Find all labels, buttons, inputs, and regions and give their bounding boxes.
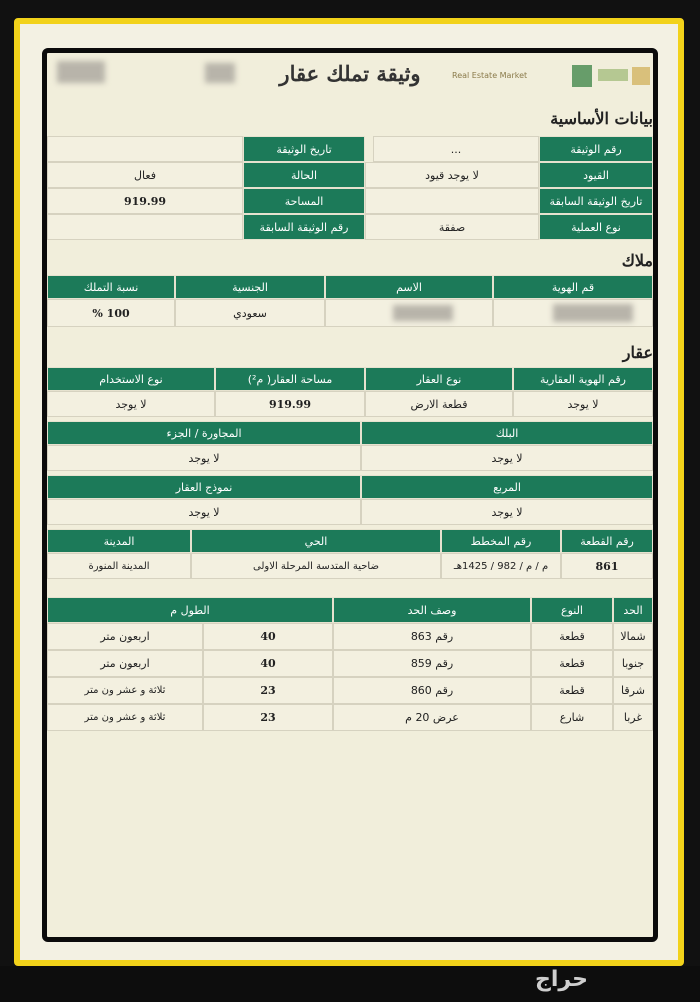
prop-header-block: البلك (361, 421, 653, 445)
section-property-title: عقار (622, 343, 653, 362)
border-type: قطعة (531, 650, 613, 677)
border-type: قطعة (531, 623, 613, 650)
owners-header-share: نسبة التملك (47, 275, 175, 299)
doc-date-value (47, 136, 243, 162)
borders-header-type: النوع (531, 597, 613, 623)
operation-type-label: نوع العملية (539, 214, 653, 240)
borders-header-desc: وصف الحد (333, 597, 531, 623)
restrictions-value: لا يوجد قيود (365, 162, 539, 188)
prop-type-value: قطعة الارض (365, 391, 513, 417)
bottom-strip (0, 966, 700, 1002)
border-length-text: ثلاثة و عشر ون متر (47, 677, 203, 704)
site-watermark: حراج (535, 967, 588, 992)
prop-header-square: المربع (361, 475, 653, 499)
document-page (42, 48, 658, 942)
prop-square-value: لا يوجد (361, 499, 653, 525)
border-length: 40 (203, 623, 333, 650)
borders-header-dir: الحد (613, 597, 653, 623)
prop-header-id: رقم الهوية العقارية (513, 367, 653, 391)
prop-header-neighbor: المجاورة / الجزء (47, 421, 361, 445)
prop-header-model: نموذج العقار (47, 475, 361, 499)
border-dir: غربا (613, 704, 653, 731)
prev-doc-no-label: رقم الوثيقة السابقة (243, 214, 365, 240)
owners-header-nationality: الجنسية (175, 275, 325, 299)
border-dir: جنوبا (613, 650, 653, 677)
doc-no-value: ... (373, 136, 539, 162)
section-basic-title: بيانات الأساسية (550, 109, 653, 128)
border-desc: رقم 863 (333, 623, 531, 650)
prop-header-type: نوع العقار (365, 367, 513, 391)
prop-header-district: الحي (191, 529, 441, 553)
prev-doc-date-label: تاريخ الوثيقة السابقة (539, 188, 653, 214)
border-length-text: اربعون متر (47, 650, 203, 677)
prop-model-value: لا يوجد (47, 499, 361, 525)
prop-plan-value: م / م / 982 / 1425هـ (441, 553, 561, 579)
border-type: قطعة (531, 677, 613, 704)
ministry-logo-icon (572, 63, 652, 89)
owners-header-name: الاسم (325, 275, 493, 299)
prev-doc-date-value (365, 188, 539, 214)
prop-header-usage: نوع الاستخدام (47, 367, 215, 391)
section-owners-title: ملاك (621, 251, 653, 270)
status-value: فعال (47, 162, 243, 188)
prop-id-value: لا يوجد (513, 391, 653, 417)
doc-date-label: تاريخ الوثيقة (243, 136, 365, 162)
prop-neighbor-value: لا يوجد (47, 445, 361, 471)
prop-block-value: لا يوجد (361, 445, 653, 471)
border-desc: رقم 859 (333, 650, 531, 677)
doc-no-label: رقم الوثيقة (539, 136, 653, 162)
area-value: 919.99 (47, 188, 243, 214)
borders-header-length: الطول م (47, 597, 333, 623)
operation-type-value: صفقة (365, 214, 539, 240)
prop-city-value: المدينة المنورة (47, 553, 191, 579)
owners-share-value: 100 % (47, 299, 175, 327)
border-length: 23 (203, 704, 333, 731)
border-desc: رقم 860 (333, 677, 531, 704)
border-length-text: اربعون متر (47, 623, 203, 650)
prop-header-area: مساحة العقار( م²) (215, 367, 365, 391)
border-dir: شمالا (613, 623, 653, 650)
border-dir: شرقا (613, 677, 653, 704)
prop-header-plan: رقم المخطط (441, 529, 561, 553)
prop-usage-value: لا يوجد (47, 391, 215, 417)
prop-area-value: 919.99 (215, 391, 365, 417)
prop-header-city: المدينة (47, 529, 191, 553)
prop-plot-value: 861 (561, 553, 653, 579)
redacted-block (393, 305, 453, 321)
border-length: 40 (203, 650, 333, 677)
logo-text: Real Estate Market (452, 71, 528, 80)
area-label: المساحة (243, 188, 365, 214)
border-length: 23 (203, 677, 333, 704)
prev-doc-no-value (47, 214, 243, 240)
border-type: شارع (531, 704, 613, 731)
owners-header-id: قم الهوية (493, 275, 653, 299)
restrictions-label: القيود (539, 162, 653, 188)
owners-nationality-value: سعودي (175, 299, 325, 327)
status-label: الحالة (243, 162, 365, 188)
border-desc: عرض 20 م (333, 704, 531, 731)
prop-header-plot: رقم القطعة (561, 529, 653, 553)
redacted-block (553, 304, 633, 322)
border-length-text: ثلاثة و عشر ون متر (47, 704, 203, 731)
prop-district-value: ضاحية المتدسة المرحلة الاولى (191, 553, 441, 579)
document-title: وثيقة تملك عقار (279, 61, 421, 86)
